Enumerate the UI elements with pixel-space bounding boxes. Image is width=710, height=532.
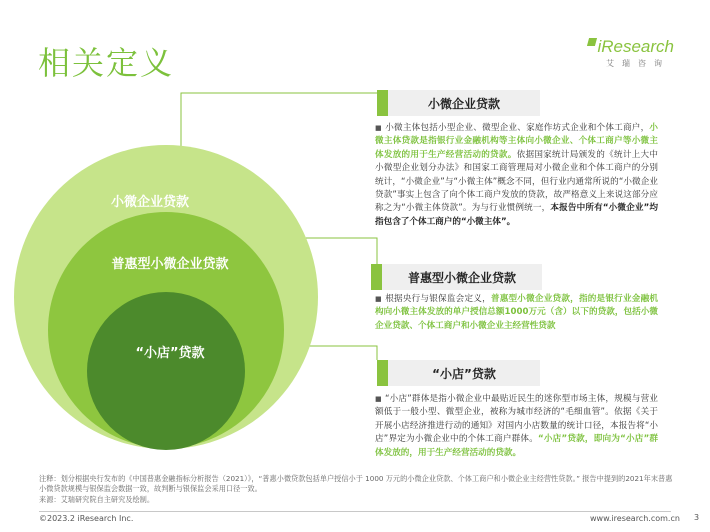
- heading-accent-bar: [371, 264, 382, 290]
- footer-copyright: ©2023.2 iResearch Inc.: [39, 514, 134, 523]
- paragraph-highlight: 普惠型小微企业贷款，指的是银行业金融机构向小微主体发放的单户授信总额1000万元（含）以下的贷款，包括小微企业贷款、个体工商户和小微企业主经营性贷款: [375, 294, 658, 331]
- paragraph-text: 根据央行与银保监会定义，: [385, 294, 491, 304]
- section-heading-text: 小微企业贷款: [427, 97, 500, 111]
- section-heading-text: “小店”贷款: [432, 367, 496, 381]
- section-heading-small-shop-loans: [388, 360, 540, 386]
- section-paragraph-small-micro-loans: [375, 122, 658, 229]
- inner-circle: [87, 292, 245, 450]
- footer-website-link[interactable]: www.iresearch.com.cn: [590, 514, 680, 523]
- footnote-note: 注释：划分根据央行发布的《中国普惠金融指标分析报告（2021）》，“普惠小微贷款包括单户授信小于 1000 万元的小微企业贷款、个体工商户和小微企业主经营性贷款。” 报告中提到的2021年末普惠小微贷款规模与银保监会数据一致，故判断与银保监会采用口径一致。: [39, 474, 673, 494]
- paragraph-text: 小微主体包括小型企业、微型企业、家庭作坊式企业和个体工商户，: [385, 123, 650, 133]
- section-heading-inclusive-loans: [382, 264, 542, 290]
- inner-circle-label: “小店”贷款: [135, 346, 205, 361]
- square-bullet-icon: ■: [375, 295, 382, 303]
- square-bullet-icon: ■: [375, 124, 382, 132]
- footer-divider: [39, 511, 671, 512]
- page-title: 相关定义: [38, 44, 175, 82]
- paragraph-highlight: 小微主体贷款是指银行业金融机构等主体向小微企业、个体工商户等小微主体发放的用于生产经营活动的贷款。: [375, 123, 658, 160]
- paragraph-highlight: “小店”贷款，即向为“小店”群体发放的，用于生产经营活动的贷款。: [375, 434, 659, 458]
- logo-subtitle: 艾瑞咨询: [606, 59, 670, 68]
- logo-brand: iResearch: [597, 37, 674, 56]
- paragraph-bold: 本报告中所有“小微企业”均指包含了个体工商户的“小微主体”。: [375, 203, 658, 227]
- middle-circle-label: 普惠型小微企业贷款: [111, 257, 229, 272]
- footnote: [39, 474, 679, 505]
- connector-line-1: [181, 93, 377, 158]
- outer-circle-label: 小微企业贷款: [110, 195, 189, 210]
- section-heading-text: 普惠型小微企业贷款: [407, 271, 516, 285]
- square-bullet-icon: ■: [375, 395, 382, 403]
- section-heading-small-micro-loans: [388, 90, 540, 116]
- heading-accent-bar: [377, 90, 388, 116]
- page-number: 3: [694, 513, 700, 522]
- footnote-source: 来源：艾瑞研究院自主研究及绘制。: [39, 494, 155, 504]
- paragraph-text: “小店”群体是指小微企业中最贴近民生的迷你型市场主体，规模与营业额低于一般小型、微型企业，被称为城市经济的“毛细血管”。依据《关于开展小店经济推进行动的通知》对国内小店数量的统计口径，本报告将“小店”界定为小微企业中的个体工商户群体。: [375, 394, 658, 445]
- paragraph-text: 依据国家统计局颁发的《统计上大中小微型企业划分办法》和国家工商管理局对小微企业和个体工商户的分别统计，“小微企业”与“小微主体”概念不同，但行业内通常所说的“小微企业贷款”事实上包含了向个体工商户发放的贷款，故严格意义上来说这部分应称之为“小微主体贷款”。为与行业惯例统一，: [375, 149, 658, 214]
- heading-accent-bar: [377, 360, 388, 386]
- section-paragraph-small-shop-loans: [375, 393, 658, 460]
- section-paragraph-inclusive-loans: [375, 293, 658, 333]
